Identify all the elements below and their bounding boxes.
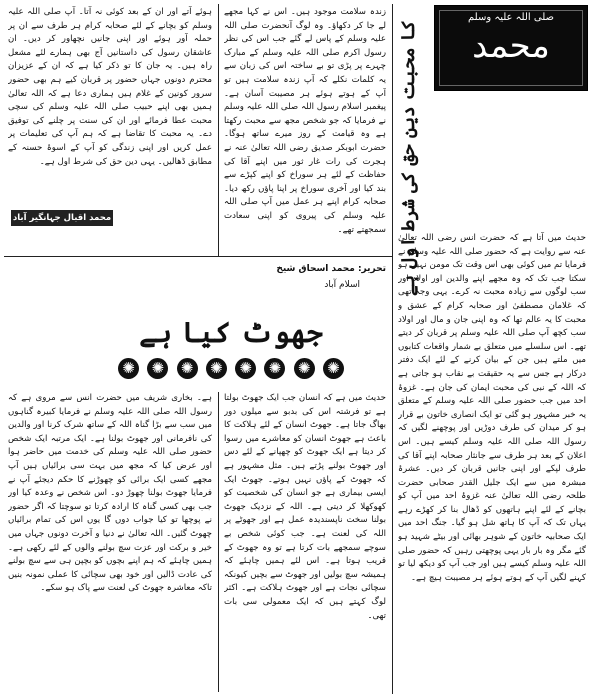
section-divider	[4, 256, 392, 257]
star-icon: ✺	[323, 358, 344, 379]
article1-body-middle: زندہ سلامت موجود ہیں۔ اس نے کہا مجھے لے جا کر دکھاؤ۔ وہ لوگ آنحضرت صلی اللہ علیہ وسلم کے پاس لے گئے جب اس کی نظر رسول اکرم صلی اللہ علیہ وسلم کے مبارک چہرے پر پڑی تو بے ساختہ اس کی زبان سے یہ کلمات نکلے کہ آپ زندہ سلامت ہیں تو آپ کے ہوتے ہوئے ہر مصیبت آسان ہے۔ پیغمبر اسلام رسول اللہ صلی اللہ علیہ وسلم نے فرمایا کہ جو شخص مجھ سے محبت رکھتا ہے وہ قیامت کے روز میرے ساتھ ہوگا۔ حضرت ابوبکر صدیق رضی اللہ تعالیٰ عنہ نے ہجرت کی رات غار ثور میں اپنے آقا کی حفاظت کے لئے ہر سوراخ کو اپنے کپڑے سے بند کیا اور آخری سوراخ پر اپنا پاؤں رکھ دیا۔ صحابہ کرام اپنے ہر عمل میں آپ صلی اللہ علیہ وسلم کی پیروی کو اپنی سعادت سمجھتے تھے۔	[224, 7, 386, 235]
article1-column-middle	[224, 6, 386, 252]
article2-byline-place: اسلام آباد	[324, 280, 360, 290]
article1-column-left	[8, 6, 212, 206]
logo-salutation: صلی اللہ علیہ وسلم	[468, 12, 554, 23]
article2-title: جھوٹ کیا ہے	[139, 316, 323, 349]
star-icon: ✺	[235, 358, 256, 379]
column-divider	[218, 4, 219, 256]
article1-byline: محمد اقبال جہانگیر آباد	[11, 210, 113, 226]
article1-body-left: ہوئے آتے اور ان کے بعد کوئی نہ آتا۔ آپ صلی اللہ علیہ وسلم کو بچانے کے لئے صحابہ کرام ہر طرف سے ان پر حملہ آور ہوئے اور اپنی جانیں نچھاور کر دیں۔ ان عاشقان رسول کی داستانیں آج بھی ہمارے لئے مشعل راہ ہیں۔ یہ جان کا تو ذکر کیا ہے کہ ان کے عزیزان محترم دونوں جہاں حضور پر قربان کیے ہم بھی حضور سرور کونین کے غلام ہیں ہماری دعا ہے کہ اللہ تعالیٰ ہمیں بھی اپنے حبیب صلی اللہ علیہ وسلم کی سچی محبت عطا فرمائے اور ان کی سنت پر چلنے کی توفیق دے۔ یہ محبت کا تقاضا ہے کہ ہم آپ کی تعلیمات پر عمل کریں اور اپنی زندگی کو آپ کے اسوۂ حسنہ کے مطابق ڈھالیں۔ یہی دین حق کی شرط اول ہے۔	[8, 7, 212, 167]
article1-body-right: حدیث میں آتا ہے کہ حضرت انس رضی اللہ تعالیٰ عنہ سے روایت ہے کہ حضور صلی اللہ علیہ وسلم نے فرمایا تم میں کوئی بھی اس وقت تک مومن نہیں ہو سکتا جب تک کہ وہ مجھے اپنے والدین اور اولاد اور سب لوگوں سے زیادہ محبت نہ کرے۔ یہی وجہ تھی کہ غلامان مصطفیٰ اور صحابہ کرام کے عشق و محبت کا یہ عالم تھا کہ وہ اپنی جان و مال اور اولاد سب کچھ آپ صلی اللہ علیہ وسلم پر قربان کر دیتے تھے۔ اس سلسلے میں متعلق بے شمار واقعات کتابوں میں ملتے ہیں جن کے بیان کرنے کے لئے ایک دفتر درکار ہے جس سے یہ حقیقت بے نقاب ہو جاتی ہے کہ اللہ کے نبی کی محبت ایمان کی جان ہے۔ غزوۂ احد میں جب حضور صلی اللہ علیہ وسلم کے متعلق یہ خبر مشہور ہو گئی تو ایک انصاری خاتون بے قرار ہو کر میدان کی طرف دوڑیں اور پوچھنے لگیں کہ رسول اللہ صلی اللہ علیہ وسلم کیسے ہیں۔ اس اعلان کے بعد ہر طرف سے جانثار صحابہ اپنے آقا کی طرف لپکے اور اپنی جانیں قربان کر دیں۔ عشرۂ مبشرہ میں سے ایک جلیل القدر صحابی حضرت طلحہ رضی اللہ تعالیٰ عنہ غزوۂ احد میں آپ کو بچانے کے لئے اپنے ہاتھوں کو ڈھال بنا کر کھڑے رہے یہاں تک کہ آپ کا ہاتھ شل ہو گیا۔ جنگ احد میں ایک صحابیہ خاتون کے شوہر بھائی اور بیٹے شہید ہو گئے مگر وہ بار بار یہی پوچھتی رہیں کہ حضور صلی اللہ علیہ وسلم کیسے ہیں اور جب آپ کو دیکھ لیا تو کہنے لگیں آپ کے ہوتے ہوئے ہر مصیبت ہیچ ہے۔	[398, 233, 586, 583]
star-icon: ✺	[147, 358, 168, 379]
logo-name: محمد	[472, 26, 550, 66]
column-divider	[218, 392, 219, 692]
star-icon: ✺	[206, 358, 227, 379]
article2-column-right	[224, 392, 386, 692]
star-icon: ✺	[294, 358, 315, 379]
byline-name: محمد اسحاق شیخ	[276, 264, 355, 274]
star-icon: ✺	[118, 358, 139, 379]
decorative-star-row	[118, 358, 344, 380]
star-icon: ✺	[264, 358, 285, 379]
column-divider	[392, 4, 393, 694]
article2-body-left: ہے۔ بخاری شریف میں حضرت انس سے مروی ہے کہ رسول اللہ صلی اللہ علیہ وسلم نے فرمایا کبیرہ گناہوں میں سب سے بڑا گناہ اللہ کے ساتھ شرک کرنا اور والدین کی نافرمانی اور جھوٹ بولنا ہے۔ ایک مرتبہ ایک شخص حضور صلی اللہ علیہ وسلم کی خدمت میں حاضر ہوا اور عرض کیا کہ مجھ میں بہت سی برائیاں ہیں آپ مجھے کسی ایک برائی کو چھوڑنے کا حکم دیجئے آپ نے فرمایا جھوٹ بولنا چھوڑ دو۔ اس شخص نے وعدہ کیا اور جب بھی کسی گناہ کا ارادہ کرتا تو سوچتا کہ اگر حضور نے پوچھا تو کیا جواب دوں گا یوں اس کی تمام برائیاں چھوٹ گئیں۔ اللہ تعالیٰ نے دنیا و آخرت دونوں جہاں میں خیر و برکت اور عزت سچ بولنے والوں کے لئے رکھی ہے۔ ہمیں چاہئے کہ ہم اپنے بچوں کو بچپن ہی سے سچ بولنے کی عادت ڈالیں اور خود بھی سچائی کا عملی نمونہ بنیں تاکہ معاشرہ جھوٹ کی لعنت سے پاک ہو سکے۔	[8, 393, 212, 594]
article2-body-right: حدیث میں ہے کہ انسان جب ایک جھوٹ بولتا ہے تو فرشتہ اس کی بدبو سے میلوں دور بھاگ جاتا ہے۔ جھوٹ انسان کے لئے ہلاکت کا باعث ہے جھوٹ انسان کو معاشرے میں رسوا کر دیتا ہے ایک جھوٹ کو چھپانے کے لئے دس اور جھوٹ بولنے پڑتے ہیں۔ مثل مشہور ہے کہ جھوٹ کے پاؤں نہیں ہوتے۔ جھوٹ ایک ایسی بیماری ہے جو انسان کی شخصیت کو کھوکھلا کر دیتی ہے۔ اللہ کے نزدیک جھوٹ بولنا سخت ناپسندیدہ عمل ہے اور جھوٹے پر اللہ کی لعنت ہے۔ جب کوئی شخص بے سوچے سمجھے بات کرتا ہے تو وہ جھوٹ کے قریب ہوتا ہے۔ اس لئے ہمیں چاہئے کہ ہمیشہ سچ بولیں اور جھوٹ سے بچیں کیونکہ سچائی نجات ہے اور جھوٹ ہلاکت ہے۔ اکثر لوگ کہتے ہیں کہ ایک معمولی سی بات تھی۔	[224, 393, 386, 621]
article2-column-left	[8, 392, 212, 692]
article1-column-right	[398, 232, 586, 692]
article1-headline: کا محبت دین حق کی شرط اول ہے	[398, 20, 419, 296]
star-icon: ✺	[177, 358, 198, 379]
muhammad-calligraphy-logo	[434, 5, 588, 91]
byline-label: تحریر:	[357, 264, 386, 274]
article2-byline	[250, 264, 386, 274]
